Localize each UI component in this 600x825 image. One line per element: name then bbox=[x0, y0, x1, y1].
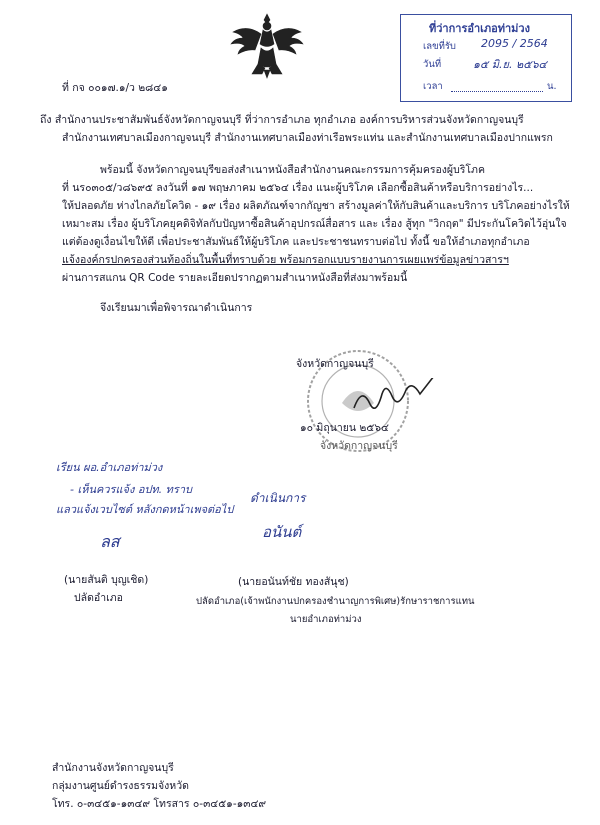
body-line-5: แต่ต้องดูเงื่อนไขให้ดี เพื่อประชาสัมพันธ์ให้ผู้บริโภค และประชาชนทราบต่อไป ทั้งนี้ ขอให้อำเภอทุกอำเภอ bbox=[62, 236, 530, 248]
handwritten-note-line-3: แลวแจ้งเวบไซต์ หลังกดหน้าเพจต่อไป bbox=[56, 503, 234, 516]
signer-right-title: ปลัดอำเภอ(เจ้าพนักงานปกครองชำนาญการพิเศษ)รักษาราชการแทน bbox=[196, 596, 475, 607]
handwritten-approve-1: ดำเนินการ bbox=[250, 491, 306, 505]
stamp-date-label: วันที่ bbox=[423, 59, 442, 70]
stamp-time-label: เวลา bbox=[423, 81, 443, 92]
handwritten-initials: ลส bbox=[100, 532, 120, 551]
document-number: ที่ กจ ๐๐๑๗.๑/ว ๒๘๔๑ bbox=[62, 82, 168, 94]
stamp-date-value: ๑๕ มิ.ย. ๒๕๖๔ bbox=[473, 58, 547, 71]
signer-right-title-2: นายอำเภอท่าม่วง bbox=[290, 614, 362, 625]
stamp-received-label: เลขที่รับ bbox=[423, 41, 456, 52]
stamp-time-blank bbox=[451, 79, 543, 92]
province-org: จังหวัดกาญจนบุรี bbox=[296, 358, 374, 370]
body-line-3: ให้ปลอดภัย ห่างไกลภัยโควิด - ๑๙ เรื่อง ผลิตภัณฑ์จากกัญชา สร้างมูลค่าให้กับสินค้าและบริการ บริโภคอย่างไรให้ bbox=[62, 200, 570, 212]
province-signature-scribble bbox=[350, 378, 450, 418]
garuda-emblem bbox=[228, 8, 306, 80]
body-line-7: ผ่านการสแกน QR Code รายละเอียดปรากฏตามสำเนาหนังสือที่ส่งมาพร้อมนี้ bbox=[62, 272, 408, 284]
addressee-line-2: สำนักงานเทศบาลเมืองกาญจนบุรี สำนักงานเทศบาลเมืองท่าเรือพระแท่น และสำนักงานเทศบาลเมืองปากแพรก bbox=[62, 132, 553, 144]
handwritten-note-line-2: - เห็นควรแจ้ง อปท. ทราบ bbox=[70, 483, 192, 496]
handwritten-note-line-1: เรียน ผอ.อำเภอท่าม่วง bbox=[56, 461, 163, 474]
signer-left-title: ปลัดอำเภอ bbox=[74, 592, 123, 604]
footer-phone: โทร. ๐-๓๔๕๑-๑๓๔๙ โทรสาร ๐-๓๔๕๑-๑๓๔๙ bbox=[52, 798, 267, 810]
body-line-4: เหมาะสม เรื่อง ผู้บริโภคยุคดิจิทัลกับปัญหาซื้อสินค้าอุปกรณ์สื่อสาร และ เรื่อง สู้ทุก "วิกฤต" มีประกันโควิดไว้อุ่นใจ bbox=[62, 218, 567, 230]
stamp-time-unit: น. bbox=[547, 81, 557, 92]
signer-left-name: (นายสันติ บุญเชิด) bbox=[64, 574, 149, 586]
stamp-office: ที่ว่าการอำเภอท่าม่วง bbox=[429, 22, 530, 35]
province-date: ๑๐ มิถุนายน ๒๕๖๔ bbox=[300, 422, 389, 434]
body-line-2: ที่ นร๐๓๐๕/ว๘๖๙๕ ลงวันที่ ๑๗ พฤษภาคม ๒๕๖๔ เรื่อง แนะผู้บริโภค เลือกซื้อสินค้าหรือบริการอย่างไร... bbox=[62, 182, 534, 194]
addressee-line-1: ถึง สำนักงานประชาสัมพันธ์จังหวัดกาญจนบุรี ที่ว่าการอำเภอ ทุกอำเภอ องค์การบริหารส่วนจังหวัดกาญจนบุรี bbox=[40, 114, 524, 126]
received-stamp bbox=[400, 14, 572, 102]
footer-office: สำนักงานจังหวัดกาญจนบุรี bbox=[52, 762, 174, 774]
seal-caption: จังหวัดกาญจนบุรี bbox=[320, 440, 398, 452]
body-line-1: พร้อมนี้ จังหวัดกาญจนบุรีขอส่งสำเนาหนังสือสำนักงานคณะกรรมการคุ้มครองผู้บริโภค bbox=[100, 164, 485, 176]
stamp-received-number: 2095 / 2564 bbox=[481, 37, 548, 50]
body-line-6: แจ้งองค์กรปกครองส่วนท้องถิ่นในพื้นที่ทราบด้วย พร้อมกรอกแบบรายงานการเผยแพร่ข้อมูลข่าวสารฯ bbox=[62, 254, 509, 266]
signer-right-name: (นายอนันท์ชัย ทองสันุช) bbox=[238, 576, 349, 588]
closing-line: จึงเรียนมาเพื่อพิจารณาดำเนินการ bbox=[100, 302, 253, 314]
footer-department: กลุ่มงานศูนย์ดำรงธรรมจังหวัด bbox=[52, 780, 189, 792]
handwritten-approve-2: อนันต์ bbox=[262, 523, 302, 541]
